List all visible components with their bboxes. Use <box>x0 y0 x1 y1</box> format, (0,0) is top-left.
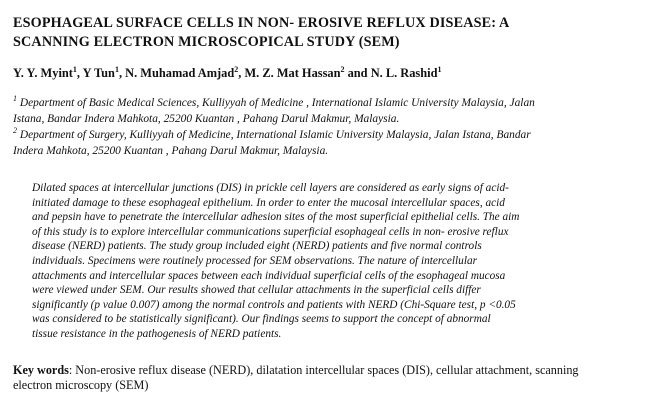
abstract-line: of this study is to explore intercellular communications superficial esophageal cells in non- erosive reflux <box>32 225 509 238</box>
keywords-line: electron microscopy (SEM) <box>13 378 149 392</box>
author-name: N. L. Rashid <box>370 66 438 80</box>
affiliation-number: 1 <box>13 94 17 103</box>
author-separator: , <box>118 66 126 80</box>
title-line-1: ESOPHAGEAL SURFACE CELLS IN NON- EROSIVE REFLUX DISEASE: A <box>13 15 510 31</box>
author-list <box>13 66 633 81</box>
keywords-line <box>13 363 638 378</box>
affiliation-line: Indera Mahkota, 25200 Kuantan , Pahang Darul Makmur, Malaysia. <box>13 144 329 157</box>
affiliation-line <box>13 96 625 112</box>
keywords <box>13 363 638 393</box>
author-name: M. Z. Mat Hassan <box>244 66 341 80</box>
affiliation-1 <box>13 96 625 127</box>
author-separator: , <box>76 66 83 80</box>
affiliation-text: Department of Basic Medical Sciences, Kulliyyah of Medicine , International Islamic University Malaysia, Jalan <box>17 97 535 109</box>
author-name: N. Muhamad Amjad <box>125 66 235 80</box>
affiliation-line: Istana, Bandar Indera Mahkota, 25200 Kuantan , Pahang Darul Makmur, Malaysia. <box>13 112 400 125</box>
author-separator: , <box>238 66 245 80</box>
title-line-2: SCANNING ELECTRON MICROSCOPICAL STUDY (SEM) <box>13 34 400 50</box>
abstract-line: were viewed under SEM. Our results showed that cellular attachments in the superficial cells differ <box>32 284 481 297</box>
author-separator: and <box>344 66 371 80</box>
affiliation-text: Department of Surgery, Kulliyyah of Medicine, International Islamic University Malaysia, Jalan Istana, Bandar <box>17 129 531 141</box>
author-affiliation-mark: 1 <box>114 65 119 74</box>
abstract-line: significantly (p value 0.007) among the normal controls and patients with NERD (Chi-Square test, p <0.05 <box>32 298 516 311</box>
abstract-line: disease (NERD) patients. The study group included eight (NERD) patients and five normal controls <box>32 240 482 253</box>
keywords-text: : Non-erosive reflux disease (NERD), dilatation intercellular spaces (DIS), cellular attachment, scanning <box>68 363 579 377</box>
abstract-line: was considered to be statistically significant). Our findings seems to support the concept of abnormal <box>32 313 491 326</box>
abstract-line: and pepsin have to penetrate the intercellular adhesion sites of the most superficial epithelial cells. The aim <box>32 211 520 224</box>
keywords-label: Key words <box>13 363 69 377</box>
affiliation-number: 2 <box>13 126 17 135</box>
abstract-line: Dilated spaces at intercellular junctions (DIS) in prickle cell layers are considered as early signs of acid- <box>32 182 509 194</box>
affiliation-2 <box>13 128 625 159</box>
affiliation-line <box>13 128 625 144</box>
abstract-line: individuals. Specimens were routinely processed for SEM observations. The nature of intercellular <box>32 254 478 267</box>
paper-title <box>13 14 638 52</box>
abstract-line: initiated damage to these esophageal epithelium. In order to enter the mucosal intercellular spaces, acid <box>32 196 505 209</box>
author-affiliation-mark: 2 <box>234 65 239 74</box>
abstract <box>32 181 632 342</box>
author-name: Y Tun <box>82 66 115 80</box>
author-name: Y. Y. Myint <box>13 66 73 80</box>
author-affiliation-mark: 1 <box>437 65 442 74</box>
abstract-line: attachments and intercellular spaces between each individual superficial cells of the esophageal mucosa <box>32 269 506 282</box>
author-affiliation-mark: 2 <box>340 65 345 74</box>
author-affiliation-mark: 1 <box>72 65 77 74</box>
abstract-line: tissue resistance in the pathogenesis of NERD patients. <box>32 327 282 340</box>
